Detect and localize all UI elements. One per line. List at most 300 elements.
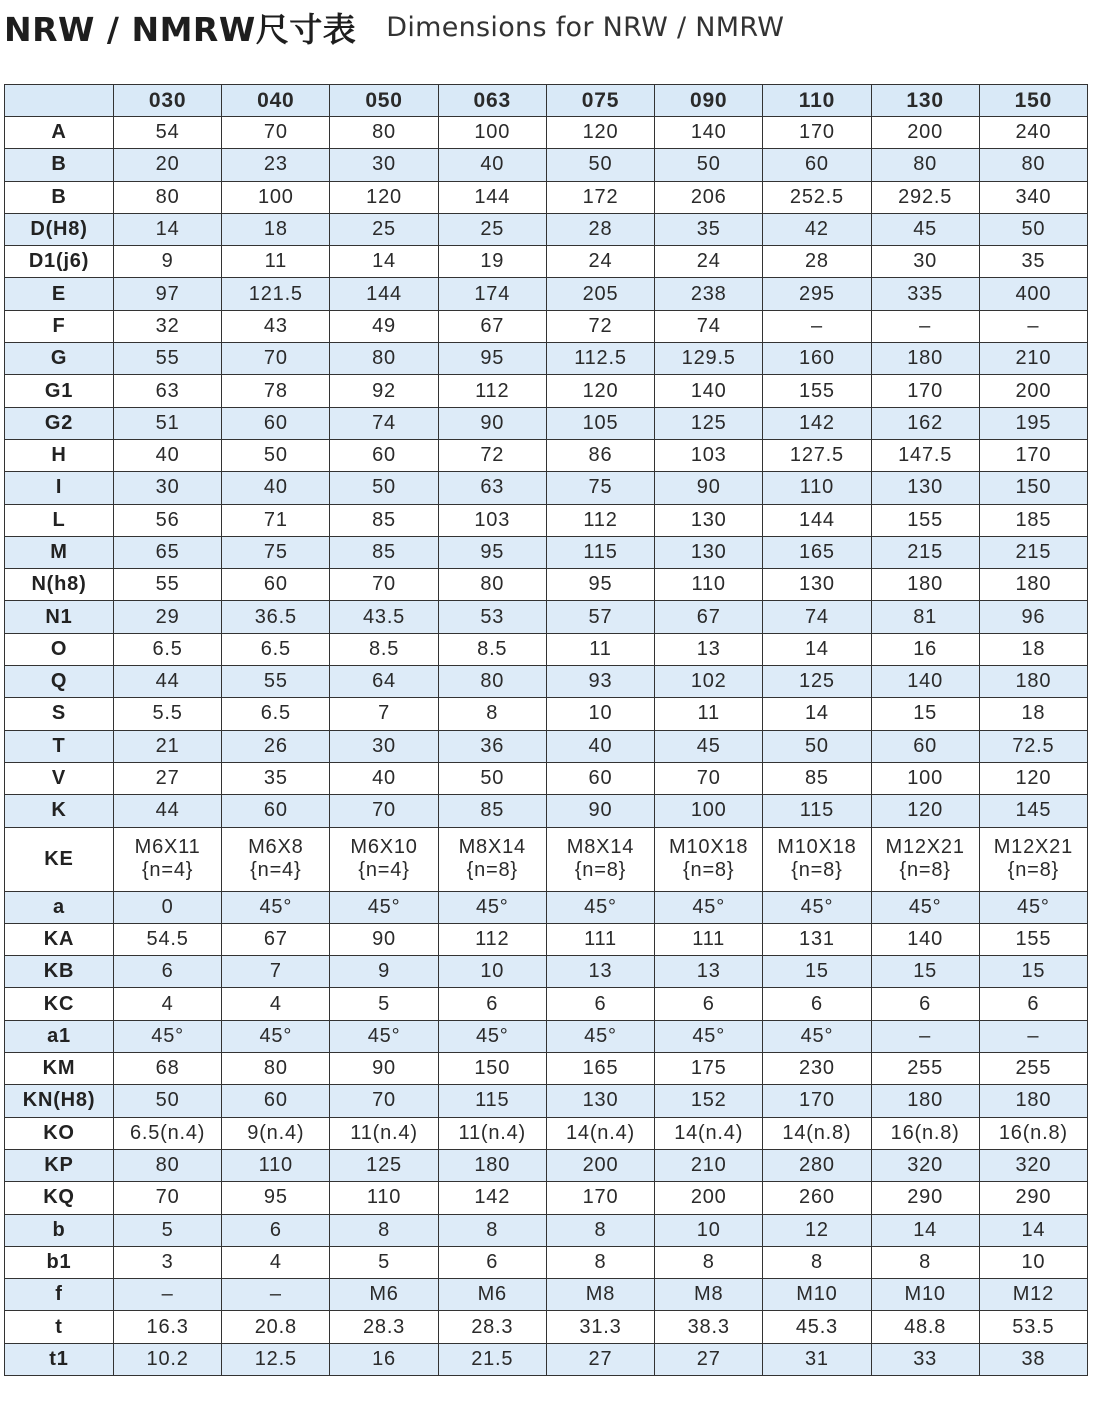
title-bar [4, 2, 784, 52]
table-cell: 35 [979, 246, 1087, 278]
cell-line-1: M8X14 [458, 836, 526, 859]
table-cell [655, 827, 763, 891]
table-cell: 95 [546, 569, 654, 601]
table-cell: 4 [222, 988, 330, 1020]
table-cell: 172 [546, 181, 654, 213]
table-cell: 115 [546, 536, 654, 568]
table-row [5, 375, 1088, 407]
table-cell: 320 [979, 1149, 1087, 1181]
table-cell: 80 [330, 117, 438, 149]
table-cell: 200 [979, 375, 1087, 407]
table-cell: 30 [330, 730, 438, 762]
row-label: f [5, 1279, 114, 1311]
table-cell: 74 [330, 407, 438, 439]
table-cell: 45° [763, 891, 871, 923]
table-cell: 10 [655, 1214, 763, 1246]
table-cell: 36 [438, 730, 546, 762]
table-cell: 78 [222, 375, 330, 407]
table-cell: 45° [546, 1020, 654, 1052]
table-cell: 45° [330, 1020, 438, 1052]
table-cell: 55 [114, 569, 222, 601]
row-label: KN(H8) [5, 1085, 114, 1117]
table-row [5, 149, 1088, 181]
table-cell: 129.5 [655, 343, 763, 375]
row-label: KM [5, 1053, 114, 1085]
table-cell: 15 [763, 956, 871, 988]
table-cell: 45° [438, 891, 546, 923]
table-cell: 80 [979, 149, 1087, 181]
table-cell: 180 [438, 1149, 546, 1181]
table-cell: 6 [438, 1246, 546, 1278]
table-cell: 21 [114, 730, 222, 762]
table-cell: 205 [546, 278, 654, 310]
table-cell: 50 [222, 439, 330, 471]
table-cell: 85 [330, 504, 438, 536]
table-cell: 215 [871, 536, 979, 568]
table-cell: 51 [114, 407, 222, 439]
column-header: 130 [871, 85, 979, 117]
table-cell: 6 [222, 1214, 330, 1246]
table-row [5, 795, 1088, 827]
table-cell: 170 [546, 1182, 654, 1214]
cell-line-2: {n=4} [358, 859, 410, 882]
table-cell: 65 [114, 536, 222, 568]
table-cell: 40 [114, 439, 222, 471]
table-cell: 45° [655, 891, 763, 923]
table-cell: 90 [546, 795, 654, 827]
table-cell: 24 [655, 246, 763, 278]
table-cell: 72.5 [979, 730, 1087, 762]
table-row [5, 891, 1088, 923]
table-cell: 340 [979, 181, 1087, 213]
row-label: N(h8) [5, 569, 114, 601]
table-cell: 32 [114, 310, 222, 342]
table-cell: 95 [438, 536, 546, 568]
cell-line-2: {n=4} [250, 859, 302, 882]
row-label: T [5, 730, 114, 762]
table-cell: 5 [330, 1246, 438, 1278]
table-cell: 31 [763, 1343, 871, 1375]
table-cell: 85 [330, 536, 438, 568]
table-cell: 144 [763, 504, 871, 536]
table-row [5, 246, 1088, 278]
table-cell: 45° [330, 891, 438, 923]
table-cell: 60 [546, 762, 654, 794]
table-cell: 14 [330, 246, 438, 278]
table-cell: 35 [655, 213, 763, 245]
table-cell: 8 [438, 698, 546, 730]
table-cell: 56 [114, 504, 222, 536]
table-cell: 155 [979, 923, 1087, 955]
table-cell: 10 [438, 956, 546, 988]
table-cell: 97 [114, 278, 222, 310]
table-cell: 30 [114, 472, 222, 504]
table-cell: 70 [330, 1085, 438, 1117]
cell-line-2: {n=8} [574, 859, 627, 882]
table-cell: 6.5 [222, 633, 330, 665]
table-cell: 165 [546, 1053, 654, 1085]
table-cell: 13 [655, 956, 763, 988]
table-body [5, 117, 1088, 1376]
table-cell: 121.5 [222, 278, 330, 310]
table-row [5, 439, 1088, 471]
table-cell: 80 [222, 1053, 330, 1085]
table-cell: 60 [222, 407, 330, 439]
row-label: a1 [5, 1020, 114, 1052]
table-cell: 80 [871, 149, 979, 181]
table-cell: 45.3 [763, 1311, 871, 1343]
table-cell: 335 [871, 278, 979, 310]
table-cell: 85 [763, 762, 871, 794]
table-row [5, 827, 1088, 891]
table-cell: 11 [655, 698, 763, 730]
row-label: G [5, 343, 114, 375]
cell-line-2: {n=8} [466, 859, 518, 882]
table-cell: 95 [438, 343, 546, 375]
table-cell: 112 [546, 504, 654, 536]
table-cell: 180 [979, 569, 1087, 601]
table-row [5, 536, 1088, 568]
row-label: KA [5, 923, 114, 955]
table-cell: 8 [438, 1214, 546, 1246]
table-cell: 23 [222, 149, 330, 181]
table-row [5, 1246, 1088, 1278]
table-cell: 50 [114, 1085, 222, 1117]
table-cell [438, 827, 546, 891]
table-cell: 238 [655, 278, 763, 310]
row-label: G1 [5, 375, 114, 407]
table-cell: – [979, 310, 1087, 342]
table-cell: 210 [979, 343, 1087, 375]
table-cell: 55 [114, 343, 222, 375]
table-cell: 45° [222, 1020, 330, 1052]
table-cell: 180 [979, 666, 1087, 698]
table-cell: 28.3 [438, 1311, 546, 1343]
table-cell: 103 [655, 439, 763, 471]
table-cell: 120 [546, 375, 654, 407]
table-cell: 26 [222, 730, 330, 762]
table-cell: 16 [330, 1343, 438, 1375]
table-cell: 60 [222, 569, 330, 601]
table-cell: 50 [979, 213, 1087, 245]
table-cell: 144 [438, 181, 546, 213]
table-cell: 11(n.4) [438, 1117, 546, 1149]
table-cell: 180 [871, 569, 979, 601]
row-label: b1 [5, 1246, 114, 1278]
table-cell: 86 [546, 439, 654, 471]
column-header: 063 [438, 85, 546, 117]
table-cell: 130 [655, 536, 763, 568]
table-cell: 28.3 [330, 1311, 438, 1343]
table-row [5, 343, 1088, 375]
table-cell: 8 [330, 1214, 438, 1246]
table-cell: 144 [330, 278, 438, 310]
table-cell: 255 [871, 1053, 979, 1085]
table-cell: 45° [655, 1020, 763, 1052]
row-label: KQ [5, 1182, 114, 1214]
table-cell: M10 [763, 1279, 871, 1311]
row-label: B [5, 181, 114, 213]
table-cell: 155 [871, 504, 979, 536]
table-cell: 14(n.8) [763, 1117, 871, 1149]
row-label: KP [5, 1149, 114, 1181]
row-label: t [5, 1311, 114, 1343]
table-cell: 180 [979, 1085, 1087, 1117]
table-cell: 162 [871, 407, 979, 439]
row-label: KC [5, 988, 114, 1020]
cell-line-1: M12X21 [993, 836, 1074, 859]
table-row [5, 1214, 1088, 1246]
table-cell: 16 [871, 633, 979, 665]
table-cell: 60 [222, 1085, 330, 1117]
table-cell: 130 [871, 472, 979, 504]
row-label: A [5, 117, 114, 149]
row-label: E [5, 278, 114, 310]
table-cell: 9 [114, 246, 222, 278]
table-cell: 45° [979, 891, 1087, 923]
table-cell: 90 [438, 407, 546, 439]
row-label: a [5, 891, 114, 923]
table-cell: 215 [979, 536, 1087, 568]
table-cell: 15 [871, 698, 979, 730]
table-cell: 125 [763, 666, 871, 698]
table-row [5, 923, 1088, 955]
table-cell: 21.5 [438, 1343, 546, 1375]
table-cell: 252.5 [763, 181, 871, 213]
row-label: KE [5, 827, 114, 891]
table-cell: 35 [222, 762, 330, 794]
table-cell: 7 [222, 956, 330, 988]
table-cell: 5 [114, 1214, 222, 1246]
table-cell: 50 [655, 149, 763, 181]
table-row [5, 666, 1088, 698]
table-cell: 80 [438, 666, 546, 698]
table-cell: 105 [546, 407, 654, 439]
table-cell: 142 [763, 407, 871, 439]
table-cell: 206 [655, 181, 763, 213]
column-header: 075 [546, 85, 654, 117]
column-header: 040 [222, 85, 330, 117]
table-cell: 292.5 [871, 181, 979, 213]
table-cell: 54 [114, 117, 222, 149]
table-cell: 140 [871, 923, 979, 955]
table-cell: 110 [763, 472, 871, 504]
table-cell: 110 [330, 1182, 438, 1214]
table-cell: 44 [114, 666, 222, 698]
table-cell: 63 [438, 472, 546, 504]
table-cell: 110 [655, 569, 763, 601]
table-cell: 4 [114, 988, 222, 1020]
table-cell: 70 [330, 569, 438, 601]
table-cell: 45° [871, 891, 979, 923]
table-cell: 7 [330, 698, 438, 730]
cell-line-1: M12X21 [885, 836, 965, 859]
table-cell: 45° [222, 891, 330, 923]
cell-line-2: {n=4} [141, 859, 194, 882]
table-cell: 260 [763, 1182, 871, 1214]
table-cell: 170 [979, 439, 1087, 471]
table-cell: 53 [438, 601, 546, 633]
table-row [5, 569, 1088, 601]
table-cell: 40 [546, 730, 654, 762]
table-cell: 110 [222, 1149, 330, 1181]
table-cell: M8 [655, 1279, 763, 1311]
table-cell: 8.5 [330, 633, 438, 665]
table-cell: 80 [438, 569, 546, 601]
table-cell: 6 [438, 988, 546, 1020]
table-cell: 16.3 [114, 1311, 222, 1343]
table-cell: 102 [655, 666, 763, 698]
table-row [5, 1343, 1088, 1375]
cell-line-1: M6X11 [134, 836, 201, 859]
table-cell: 174 [438, 278, 546, 310]
table-row [5, 472, 1088, 504]
table-row [5, 1117, 1088, 1149]
table-cell: 30 [871, 246, 979, 278]
table-cell: 50 [763, 730, 871, 762]
table-cell: 125 [330, 1149, 438, 1181]
table-cell: 210 [655, 1149, 763, 1181]
table-cell: 80 [330, 343, 438, 375]
table-cell: 90 [330, 1053, 438, 1085]
column-header: 050 [330, 85, 438, 117]
table-cell: 90 [655, 472, 763, 504]
table-cell: 320 [871, 1149, 979, 1181]
table-row [5, 1279, 1088, 1311]
table-cell: 16(n.8) [979, 1117, 1087, 1149]
table-cell [763, 827, 871, 891]
table-cell: 195 [979, 407, 1087, 439]
row-label: D(H8) [5, 213, 114, 245]
table-cell: – [979, 1020, 1087, 1052]
table-cell: 152 [655, 1085, 763, 1117]
table-cell: 290 [979, 1182, 1087, 1214]
table-cell [546, 827, 654, 891]
table-cell: 120 [330, 181, 438, 213]
column-header: 110 [763, 85, 871, 117]
table-cell: 24 [546, 246, 654, 278]
cell-line-1: M10X18 [777, 836, 857, 859]
row-label: N1 [5, 601, 114, 633]
table-cell: 45° [546, 891, 654, 923]
table-cell: 8.5 [438, 633, 546, 665]
table-cell: 6 [114, 956, 222, 988]
table-cell: 67 [655, 601, 763, 633]
table-cell: 100 [871, 762, 979, 794]
table-cell: M12 [979, 1279, 1087, 1311]
row-label: S [5, 698, 114, 730]
table-cell: 19 [438, 246, 546, 278]
table-cell: 14 [871, 1214, 979, 1246]
cell-line-1: M10X18 [669, 836, 749, 859]
table-cell: 31.3 [546, 1311, 654, 1343]
row-label: G2 [5, 407, 114, 439]
cell-line-1: M6X10 [350, 836, 418, 859]
table-cell: 38.3 [655, 1311, 763, 1343]
table-cell: 45 [871, 213, 979, 245]
table-cell: 67 [222, 923, 330, 955]
table-cell: 70 [330, 795, 438, 827]
table-cell: 85 [438, 795, 546, 827]
table-row [5, 1311, 1088, 1343]
table-row [5, 1085, 1088, 1117]
table-cell: 27 [114, 762, 222, 794]
table-cell: 200 [655, 1182, 763, 1214]
table-cell: 71 [222, 504, 330, 536]
table-cell: 125 [655, 407, 763, 439]
table-cell: 6.5 [222, 698, 330, 730]
table-cell: 5 [330, 988, 438, 1020]
table-cell: 20.8 [222, 1311, 330, 1343]
table-cell: 165 [763, 536, 871, 568]
column-header: 030 [114, 85, 222, 117]
table-cell: 160 [763, 343, 871, 375]
table-cell: 12 [763, 1214, 871, 1246]
table-cell: 255 [979, 1053, 1087, 1085]
table-cell: 80 [114, 181, 222, 213]
table-row [5, 117, 1088, 149]
table-cell: 3 [114, 1246, 222, 1278]
table-cell: 28 [546, 213, 654, 245]
table-cell: 43.5 [330, 601, 438, 633]
table-cell: 8 [763, 1246, 871, 1278]
row-label: F [5, 310, 114, 342]
table-cell: 13 [546, 956, 654, 988]
table-cell: 14 [979, 1214, 1087, 1246]
table-cell: 70 [222, 343, 330, 375]
table-cell: 150 [438, 1053, 546, 1085]
table-row [5, 213, 1088, 245]
table-cell: 12.5 [222, 1343, 330, 1375]
table-cell: 6.5(n.4) [114, 1117, 222, 1149]
table-cell: 0 [114, 891, 222, 923]
table-cell: 80 [114, 1149, 222, 1181]
table-row [5, 181, 1088, 213]
table-cell: 112.5 [546, 343, 654, 375]
table-cell: 10 [979, 1246, 1087, 1278]
table-cell: 72 [546, 310, 654, 342]
row-label: L [5, 504, 114, 536]
table-cell: 15 [979, 956, 1087, 988]
table-cell: – [763, 310, 871, 342]
table-cell: – [871, 310, 979, 342]
header-row [5, 85, 1088, 117]
row-label: D1(j6) [5, 246, 114, 278]
table-cell: 27 [655, 1343, 763, 1375]
table-cell: 112 [438, 923, 546, 955]
corner-cell [5, 85, 114, 117]
table-cell: 11 [546, 633, 654, 665]
table-cell: 145 [979, 795, 1087, 827]
table-cell: 60 [763, 149, 871, 181]
table-cell: 48.8 [871, 1311, 979, 1343]
table-cell: 93 [546, 666, 654, 698]
table-cell: 100 [222, 181, 330, 213]
table-cell: 200 [546, 1149, 654, 1181]
table-cell [871, 827, 979, 891]
table-cell: 280 [763, 1149, 871, 1181]
table-cell: 30 [330, 149, 438, 181]
cell-line-1: M6X8 [248, 836, 304, 859]
table-cell: 70 [655, 762, 763, 794]
table-cell: 53.5 [979, 1311, 1087, 1343]
table-cell: 18 [979, 633, 1087, 665]
table-cell: 68 [114, 1053, 222, 1085]
table-cell: 92 [330, 375, 438, 407]
table-cell: 155 [763, 375, 871, 407]
table-cell: 142 [438, 1182, 546, 1214]
table-cell: 96 [979, 601, 1087, 633]
